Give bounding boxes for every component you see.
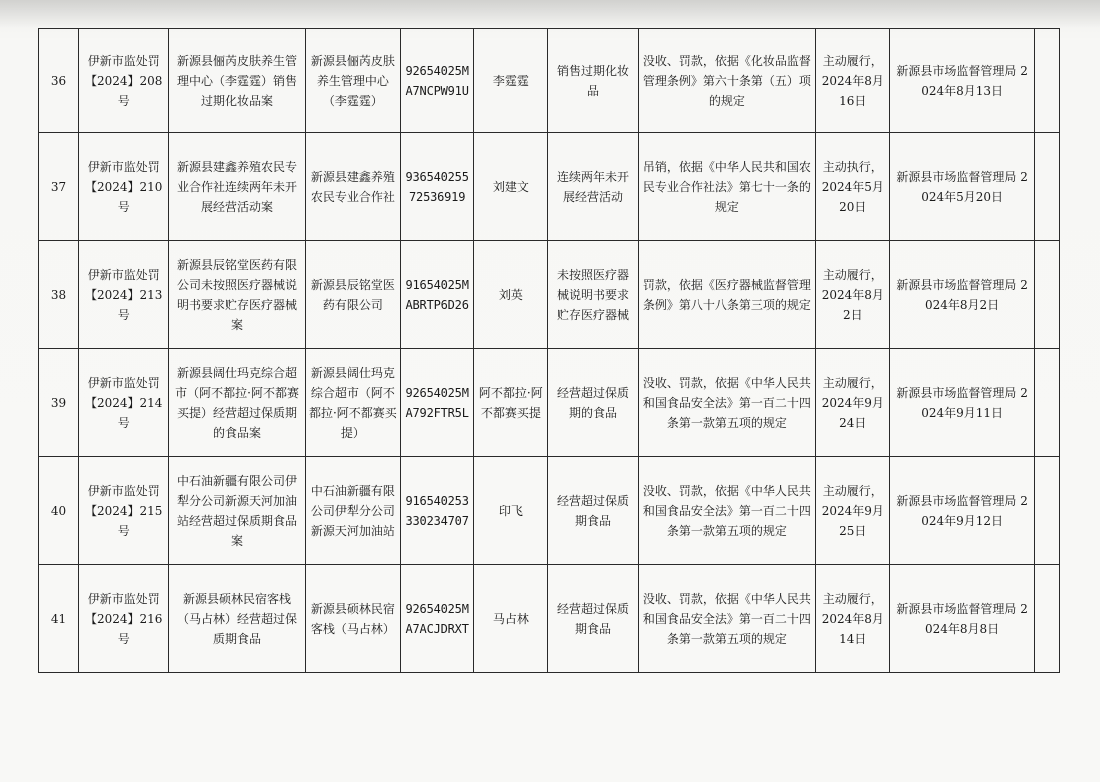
- party-name: 中石油新疆有限公司伊犁分公司新源天河加油站: [305, 457, 400, 565]
- penalty-basis: 没收、罚款，依据《中华人民共和国食品安全法》第一百二十四条第一款第五项的规定: [638, 349, 816, 457]
- table-row: [39, 565, 1060, 673]
- penalty-basis: 罚款，依据《医疗器械监督管理条例》第八十八条第三项的规定: [638, 241, 816, 349]
- table-row: [39, 133, 1060, 241]
- authority-and-date: 新源县市场监督管理局 2024年9月11日: [890, 349, 1034, 457]
- row-number: 39: [39, 349, 79, 457]
- penalty-table: [38, 28, 1060, 673]
- credit-code: 92654025MA7NCPW91U: [401, 29, 474, 133]
- table-row: [39, 29, 1060, 133]
- document-number: 伊新市监处罚【2024】214号: [79, 349, 169, 457]
- performance-status: 主动履行，2024年8月16日: [816, 29, 890, 133]
- credit-code: 92654025MA792FTR5L: [401, 349, 474, 457]
- violation-type: 经营超过保质期食品: [548, 457, 638, 565]
- document-number: 伊新市监处罚【2024】216号: [79, 565, 169, 673]
- legal-representative: 阿不都拉·阿不都赛买提: [474, 349, 548, 457]
- credit-code: 91654025MABRTP6D26: [401, 241, 474, 349]
- table-body: [39, 29, 1060, 673]
- performance-status: 主动履行，2024年8月2日: [816, 241, 890, 349]
- case-name: 中石油新疆有限公司伊犁分公司新源天河加油站经营超过保质期食品案: [169, 457, 305, 565]
- document-number: 伊新市监处罚【2024】208号: [79, 29, 169, 133]
- legal-representative: 印飞: [474, 457, 548, 565]
- remark: [1034, 349, 1059, 457]
- remark: [1034, 565, 1059, 673]
- case-name: 新源县硕林民宿客栈（马占林）经营超过保质期食品: [169, 565, 305, 673]
- penalty-basis: 没收、罚款，依据《中华人民共和国食品安全法》第一百二十四条第一款第五项的规定: [638, 565, 816, 673]
- party-name: 新源县辰铭堂医药有限公司: [305, 241, 400, 349]
- case-name: 新源县阔仕玛克综合超市（阿不都拉·阿不都赛买提）经营超过保质期的食品案: [169, 349, 305, 457]
- legal-representative: 马占林: [474, 565, 548, 673]
- remark: [1034, 133, 1059, 241]
- case-name: 新源县建鑫养殖农民专业合作社连续两年未开展经营活动案: [169, 133, 305, 241]
- violation-type: 经营超过保质期食品: [548, 565, 638, 673]
- case-name: 新源县辰铭堂医药有限公司未按照医疗器械说明书要求贮存医疗器械案: [169, 241, 305, 349]
- credit-code: 92654025MA7ACJDRXT: [401, 565, 474, 673]
- party-name: 新源县硕林民宿客栈（马占林）: [305, 565, 400, 673]
- violation-type: 经营超过保质期的食品: [548, 349, 638, 457]
- legal-representative: 刘建文: [474, 133, 548, 241]
- table-row: [39, 457, 1060, 565]
- document-number: 伊新市监处罚【2024】215号: [79, 457, 169, 565]
- row-number: 37: [39, 133, 79, 241]
- party-name: 新源县阔仕玛克综合超市（阿不都拉·阿不都赛买提）: [305, 349, 400, 457]
- table-row: [39, 349, 1060, 457]
- penalty-basis: 没收、罚款，依据《中华人民共和国食品安全法》第一百二十四条第一款第五项的规定: [638, 457, 816, 565]
- violation-type: 连续两年未开展经营活动: [548, 133, 638, 241]
- remark: [1034, 241, 1059, 349]
- credit-code: 93654025572536919: [401, 133, 474, 241]
- authority-and-date: 新源县市场监督管理局 2024年8月2日: [890, 241, 1034, 349]
- penalty-basis: 吊销，依据《中华人民共和国农民专业合作社法》第七十一条的规定: [638, 133, 816, 241]
- performance-status: 主动履行，2024年8月14日: [816, 565, 890, 673]
- document-number: 伊新市监处罚【2024】213号: [79, 241, 169, 349]
- legal-representative: 刘英: [474, 241, 548, 349]
- party-name: 新源县建鑫养殖农民专业合作社: [305, 133, 400, 241]
- remark: [1034, 29, 1059, 133]
- authority-and-date: 新源县市场监督管理局 2024年9月12日: [890, 457, 1034, 565]
- legal-representative: 李霆霆: [474, 29, 548, 133]
- scan-shadow: [0, 0, 1100, 28]
- row-number: 38: [39, 241, 79, 349]
- performance-status: 主动履行，2024年9月24日: [816, 349, 890, 457]
- authority-and-date: 新源县市场监督管理局 2024年8月8日: [890, 565, 1034, 673]
- party-name: 新源县俪芮皮肤养生管理中心（李霆霆）: [305, 29, 400, 133]
- credit-code: 916540253330234707: [401, 457, 474, 565]
- table-row: [39, 241, 1060, 349]
- violation-type: 未按照医疗器械说明书要求贮存医疗器械: [548, 241, 638, 349]
- row-number: 41: [39, 565, 79, 673]
- authority-and-date: 新源县市场监督管理局 2024年8月13日: [890, 29, 1034, 133]
- performance-status: 主动履行，2024年9月25日: [816, 457, 890, 565]
- document-number: 伊新市监处罚【2024】210号: [79, 133, 169, 241]
- penalty-basis: 没收、罚款，依据《化妆品监督管理条例》第六十条第（五）项的规定: [638, 29, 816, 133]
- performance-status: 主动执行，2024年5月20日: [816, 133, 890, 241]
- row-number: 40: [39, 457, 79, 565]
- case-name: 新源县俪芮皮肤养生管理中心（李霆霆）销售过期化妆品案: [169, 29, 305, 133]
- violation-type: 销售过期化妆品: [548, 29, 638, 133]
- row-number: 36: [39, 29, 79, 133]
- authority-and-date: 新源县市场监督管理局 2024年5月20日: [890, 133, 1034, 241]
- remark: [1034, 457, 1059, 565]
